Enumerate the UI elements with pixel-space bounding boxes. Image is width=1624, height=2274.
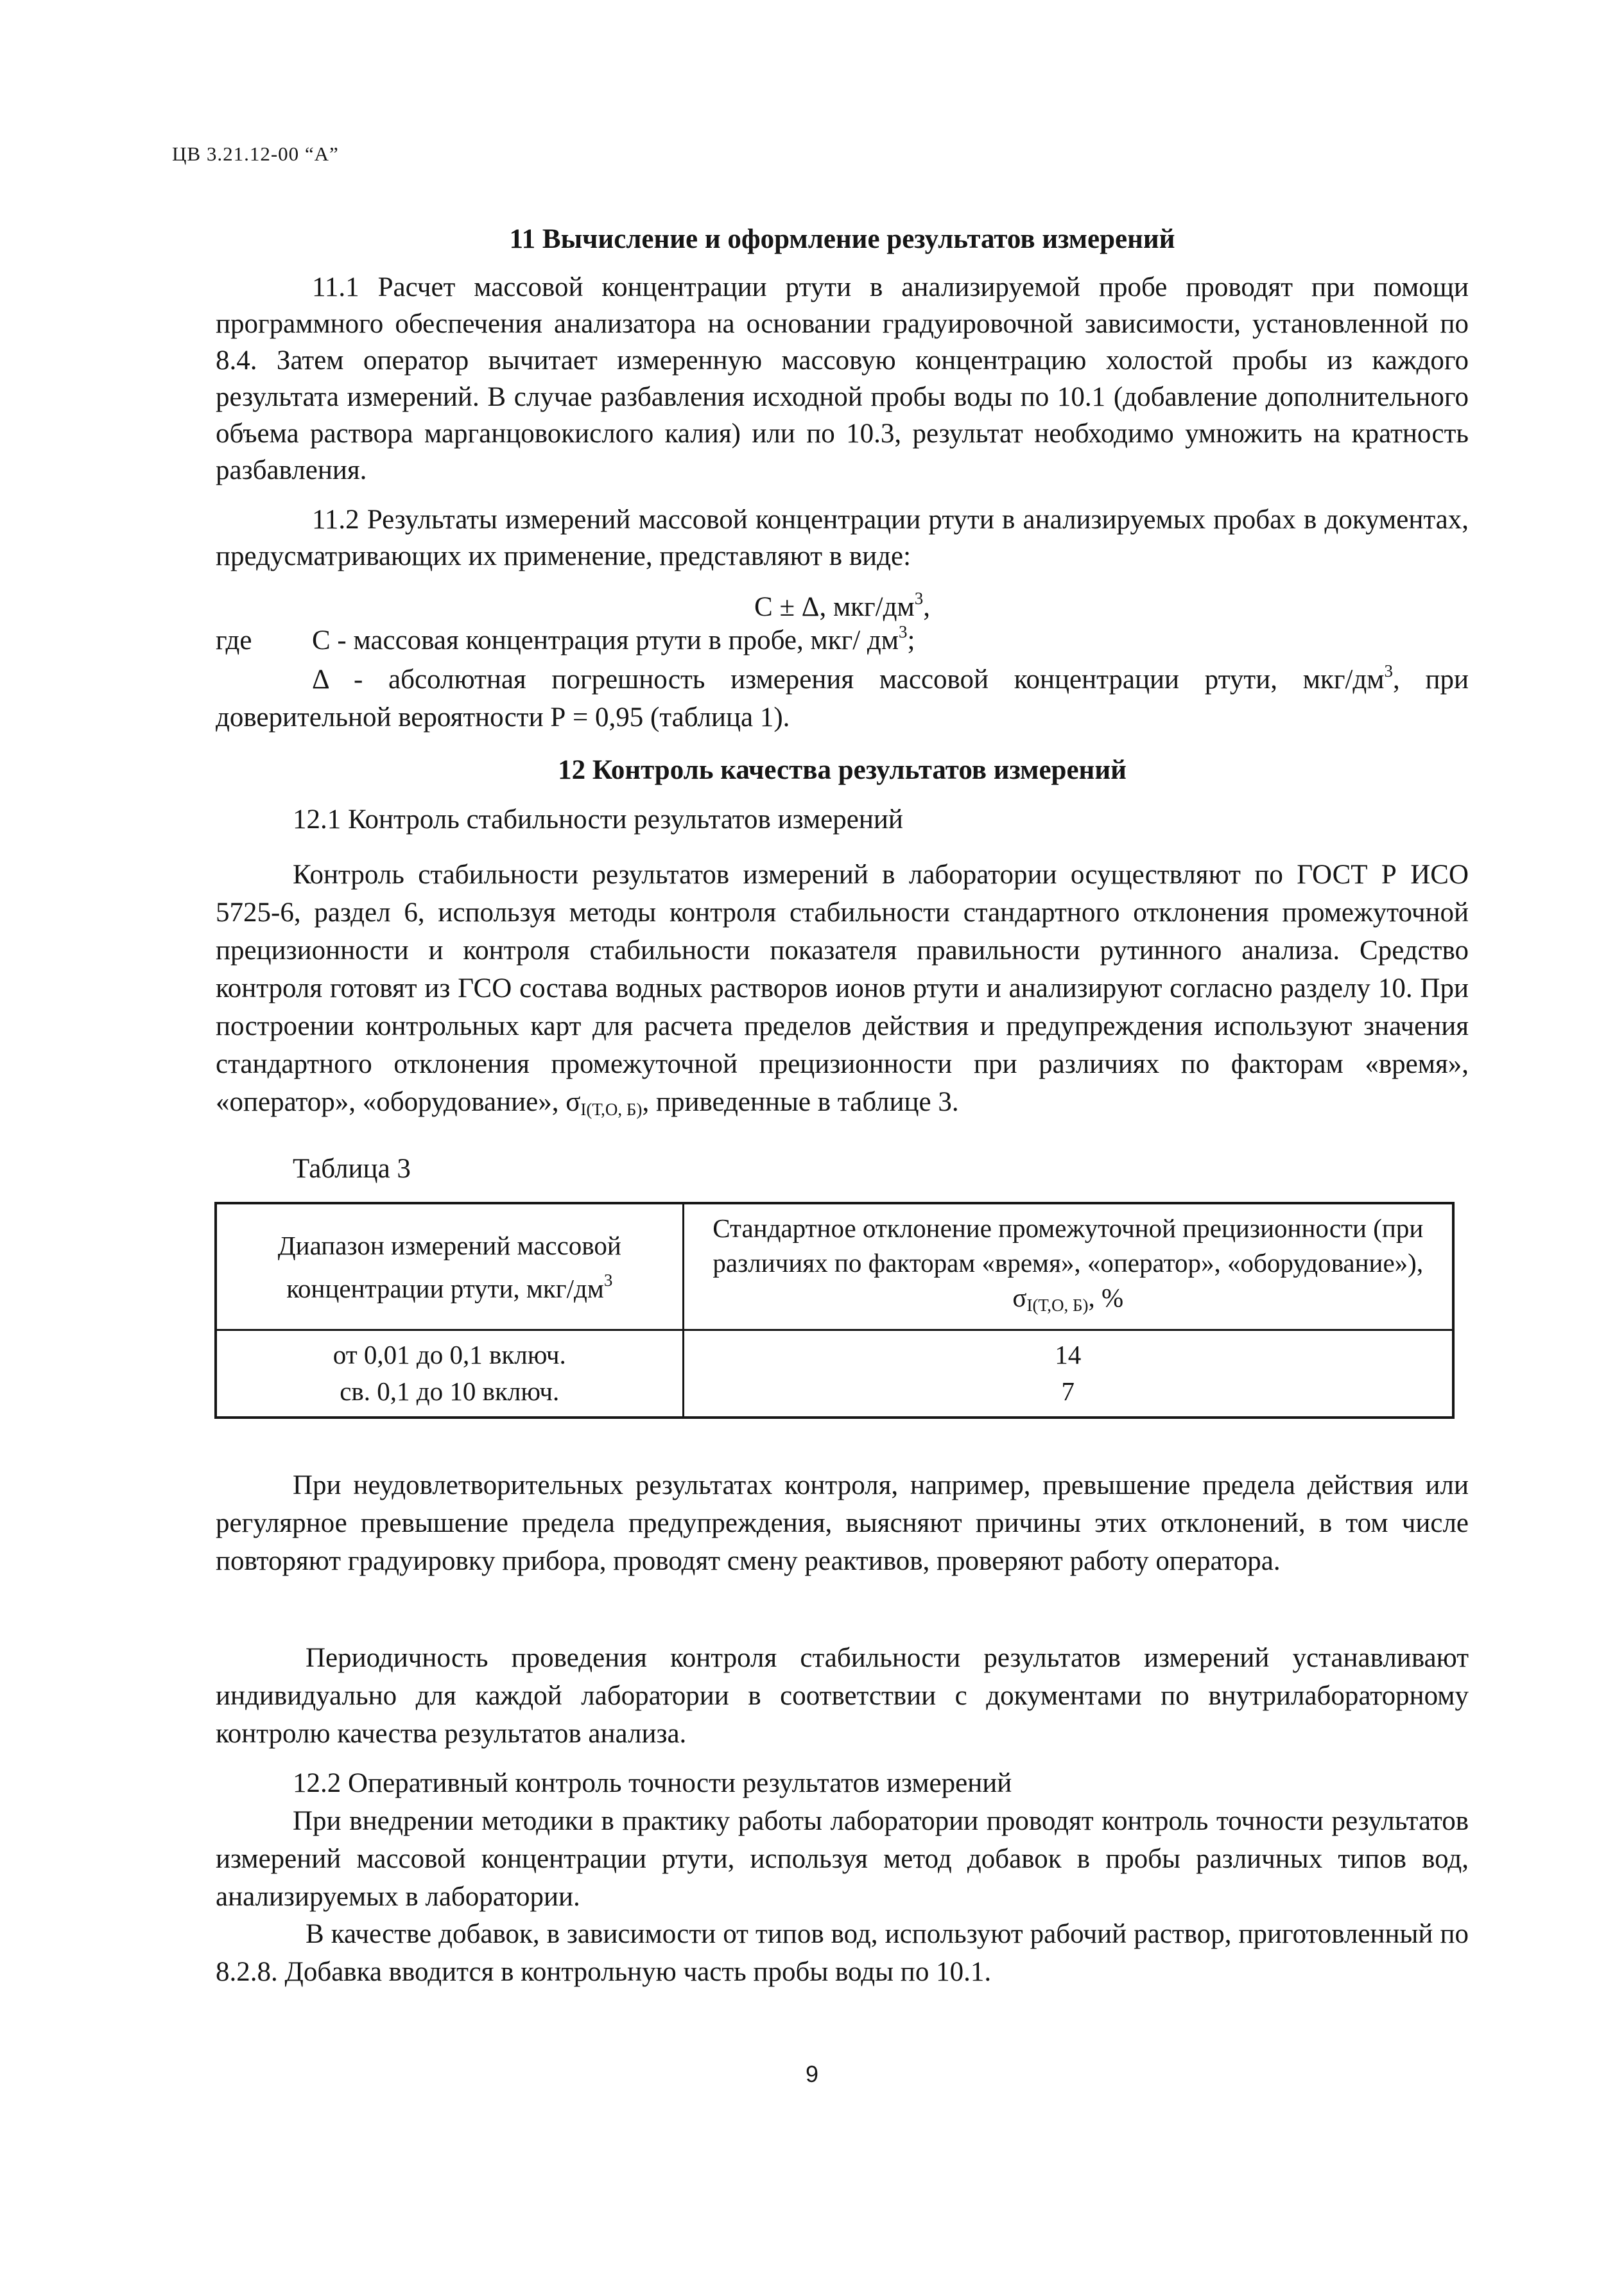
- paragraph-12-2-a: При внедрении методики в практику работы лаборатории проводят контроль точности результатов измерений массовой концентрации ртути, используя метод добавок в пробы различных типов вод, анализируемых в лаборатории.: [216, 1806, 1469, 1912]
- paragraph-11-1: 11.1 Расчет массовой концентрации ртути в анализируемой пробе проводят при помощи программного обеспечения анализатора на основании градуировочной зависимости, установленной по 8.4. Затем оператор вычитает измеренную массовую концентрацию холостой пробы из каждого результата измерений. В случае разбавления исходной пробы воды по 10.1 (добавление дополнительного объема раствора марганцовокислого калия) или по 10.3, результат необходимо умножить на кратность разбавления.: [216, 272, 1469, 485]
- deviation-header-text: Стандартное отклонение промежуточной прецизионности (при различиях по факторам «время», «оператор», «оборудование»),: [713, 1213, 1424, 1278]
- range-header-superscript: 3: [603, 1270, 613, 1290]
- precision-table: [214, 1202, 1455, 1419]
- table-row: [216, 1330, 1453, 1373]
- paragraph-unsatisfactory: При неудовлетворительных результатах контроля, например, превышение предела действия или регулярное превышение предела предупреждения, выясняют причины этих отклонений, в том числе повторяют градуировку прибора, проводят смену реактивов, проверяют работу оператора.: [216, 1470, 1469, 1576]
- table-header-range: [216, 1203, 683, 1330]
- table-cell-range: св. 0,1 до 10 включ.: [216, 1373, 683, 1418]
- sigma-subscript: I(Т,О, Б): [580, 1100, 643, 1119]
- paragraph-12-1-end: , приведенные в таблице 3.: [642, 1087, 959, 1117]
- deviation-header-sigma: σ: [1012, 1283, 1027, 1312]
- section-12-title: 12 Контроль качества результатов измерений: [558, 755, 1127, 785]
- delta-superscript: 3: [1384, 661, 1393, 681]
- formula-end: ,: [923, 592, 930, 622]
- table-cell-value: 7: [683, 1373, 1453, 1418]
- table-cell-value: 14: [683, 1330, 1453, 1373]
- subsection-12-1-title: 12.1 Контроль стабильности результатов измерений: [293, 804, 903, 835]
- page-number: 9: [805, 2061, 819, 2087]
- sigma-symbol: σ: [566, 1087, 581, 1117]
- formula-superscript: 3: [914, 589, 924, 608]
- delta-end: , при доверительной вероятности Р = 0,95 (таблица 1).: [216, 664, 1469, 733]
- section-11-title: 11 Вычисление и оформление результатов измерений: [509, 224, 1175, 254]
- c-definition-text: С - массовая концентрация ртути в пробе, мкг/ дм: [312, 625, 899, 655]
- subsection-12-2-title: 12.2 Оперативный контроль точности результатов измерений: [293, 1768, 1012, 1798]
- formula-text: С ± Δ, мкг/дм: [754, 592, 915, 622]
- paragraph-12-1: [216, 856, 1469, 1129]
- c-superscript: 3: [899, 622, 908, 641]
- paragraph-12-1-text: Контроль стабильности результатов измерений в лаборатории осуществляют по ГОСТ Р ИСО 5725-6, раздел 6, используя методы контроля стабильности стандартного отклонения промежуточной прецизионности и контроля стабильности показателя правильности рутинного анализа. Средство контроля готовят из ГСО состава водных растворов ионов ртути и анализируют согласно разделу 10. При построении контрольных карт для расчета пределов действия и предупреждения используют значения стандартного отклонения промежуточной прецизионности при различиях по факторам «время», «оператор», «оборудование»,: [216, 860, 1469, 1117]
- c-end: ;: [907, 625, 915, 655]
- range-header-text: Диапазон измерений массовой концентрации ртути, мкг/дм: [277, 1230, 621, 1303]
- table-row: [216, 1373, 1453, 1418]
- paragraph-periodicity: Периодичность проведения контроля стабильности результатов измерений устанавливают индивидуально для каждой лаборатории в соответствии с документами по внутрилабораторному контролю качества результатов анализа.: [216, 1643, 1469, 1749]
- table-header-row: [216, 1203, 1453, 1330]
- table-header-deviation: [683, 1203, 1453, 1330]
- deviation-header-end: , %: [1088, 1283, 1124, 1312]
- definition-delta: [216, 652, 1469, 736]
- table-caption: Таблица 3: [293, 1154, 411, 1184]
- deviation-header-subscript: I(Т,О, Б): [1026, 1296, 1089, 1315]
- paragraph-11-2: 11.2 Результаты измерений массовой концентрации ртути в анализируемых пробах в документах, предусматривающих их применение, представляют в виде:: [216, 505, 1469, 571]
- paragraph-12-2-b: В качестве добавок, в зависимости от типов вод, используют рабочий раствор, приготовленный по 8.2.8. Добавка вводится в контрольную часть пробы воды по 10.1.: [216, 1919, 1469, 1987]
- table-cell-range: от 0,01 до 0,1 включ.: [216, 1330, 683, 1373]
- delta-definition-text: Δ - абсолютная погрешность измерения массовой концентрации ртути, мкг/дм: [312, 664, 1385, 695]
- document-code-header: ЦВ 3.21.12-00 “А”: [172, 143, 339, 165]
- where-label: где: [216, 625, 252, 655]
